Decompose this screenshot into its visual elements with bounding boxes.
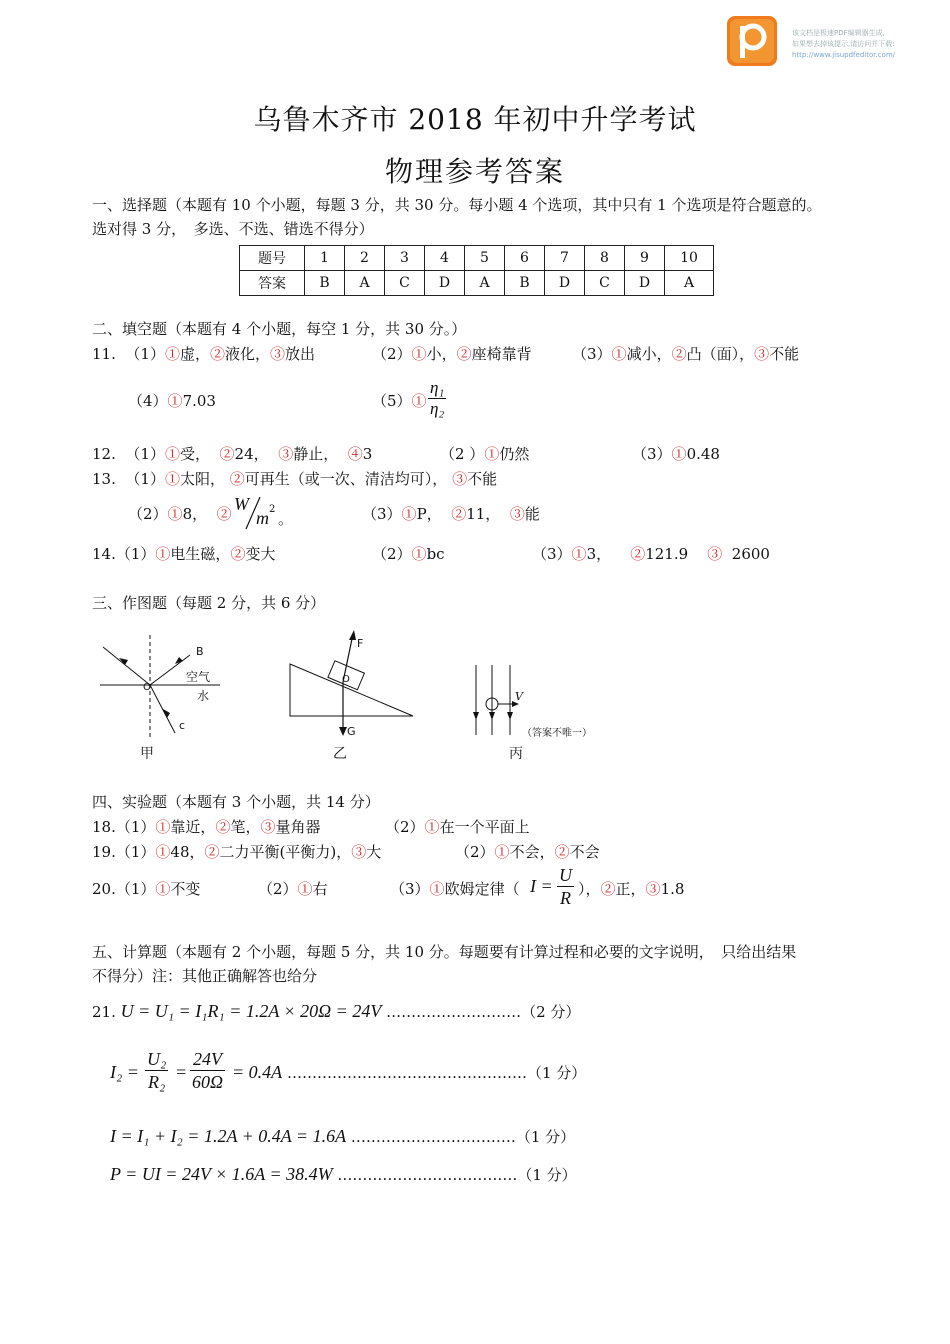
points: （1 分） (517, 1166, 577, 1184)
answer-marker: ① (429, 880, 445, 898)
answer-text: 1.8 (660, 880, 685, 898)
answer-marker: ② (204, 843, 220, 861)
eq4-line (110, 1164, 577, 1185)
answer-text: 不能 (467, 470, 498, 488)
answer-text: 8， (182, 505, 208, 523)
part-label: （1） (115, 880, 156, 898)
part-label: （5） (372, 392, 412, 410)
question-number: 19. (92, 843, 116, 861)
table-cell: 6 (505, 246, 545, 271)
answer-text: 大 (366, 843, 382, 861)
q13-part1 (92, 468, 497, 489)
answer-marker: ④ (347, 445, 363, 463)
table-row-numbers (240, 246, 714, 271)
equation: I = I₁ + I₂ = 1.2A + 0.4A = 1.6A (110, 1126, 347, 1146)
sec4-header: 四、实验题（本题有 3 个小题，共 14 分） (92, 793, 380, 811)
eq2-fraction1 (145, 1048, 168, 1093)
answer-marker: ③ (351, 843, 367, 861)
answer-text: 48， (170, 843, 205, 861)
answer-marker: ② (215, 818, 231, 836)
q14-part1 (92, 543, 275, 564)
unit-w: W (234, 494, 249, 514)
answer-text: 变大 (245, 545, 276, 563)
q13-part2 (128, 503, 232, 524)
part-label: （1） (115, 545, 156, 563)
answer-marker: ② (554, 843, 570, 861)
table-cell: 2 (345, 246, 385, 271)
part-label: （3） (362, 505, 402, 523)
ohm-lhs: I = (530, 876, 553, 896)
answer-text: 笔， (230, 818, 261, 836)
fraction-denominator: 60Ω (192, 1072, 224, 1092)
answer-marker: ① (164, 345, 180, 363)
answer-marker: ③ (707, 545, 723, 563)
label-water: 水 (197, 689, 210, 703)
fraction-numerator: U₂ (147, 1049, 167, 1069)
part-label: （1） (115, 818, 156, 836)
eq1-line (92, 1001, 580, 1022)
part-label: （1） (125, 470, 165, 488)
equation-lhs: I₂ = (110, 1062, 139, 1082)
label-g: G (347, 725, 356, 738)
answer-text: 二力平衡(平衡力)， (219, 843, 352, 861)
answer-marker: ① (411, 345, 427, 363)
part-label: （1） (125, 445, 165, 463)
eta-fraction (428, 378, 446, 419)
answer-marker: ③ (270, 345, 286, 363)
answer-marker: ① (155, 843, 171, 861)
part-label: （1） (115, 843, 156, 861)
equals-sign: = (175, 1062, 188, 1082)
watermark-line: 如果想去掉该提示,请访问并下载: (792, 40, 895, 48)
figure-caption: 乙 (333, 746, 347, 762)
part-label: （3） (632, 445, 672, 463)
label-air: 空气 (186, 670, 211, 684)
unit-w-per-m2 (232, 494, 294, 530)
leader-dots: ……………………………… (337, 1166, 518, 1184)
leader-dots: …………………………… (350, 1128, 516, 1146)
answer-text: P， (416, 505, 442, 523)
part-label: （2） (258, 880, 298, 898)
answer-marker: ② (456, 345, 472, 363)
answer-text: 静止， (293, 445, 339, 463)
answer-text: 121.9 (645, 545, 689, 563)
table-cell: 1 (305, 246, 345, 271)
answer-text: 7.03 (182, 392, 216, 410)
q18-part2 (385, 816, 530, 837)
answer-text: 小， (426, 345, 457, 363)
part-label: （2） (128, 505, 168, 523)
watermark-line: 该文档是极速PDF编辑器生成, (792, 29, 885, 37)
fraction-numerator: 24V (190, 1048, 225, 1071)
answer-marker: ① (484, 445, 500, 463)
table-head-cell: 答案 (240, 271, 305, 296)
figure-caption: 丙 (509, 746, 523, 762)
table-head-cell: 题号 (240, 246, 305, 271)
answer-marker: ① (155, 545, 171, 563)
answer-text: 0.48 (686, 445, 720, 463)
answer-marker: ① (611, 345, 627, 363)
q11-part2 (372, 343, 532, 364)
q13-part3 (362, 503, 540, 524)
answer-marker: ② (230, 545, 246, 563)
answer-text: 正， (615, 880, 646, 898)
fraction-denominator: R (560, 888, 571, 908)
answer-text: 凸（面）， (686, 345, 755, 363)
answer-marker: ③ (260, 818, 276, 836)
eq2-fraction2 (190, 1048, 225, 1093)
answer-marker: ① (164, 470, 180, 488)
figure-caption: 甲 (140, 746, 154, 762)
sec5-header-line2: 不得分）注：其他正确解答也给分 (92, 967, 318, 985)
q11-part4 (128, 390, 216, 411)
question-number: 14. (92, 545, 116, 563)
answer-text: 量角器 (275, 818, 321, 836)
table-cell: C (385, 271, 425, 296)
answer-marker: ② (229, 470, 245, 488)
answer-text: 座椅靠背 (471, 345, 532, 363)
part-label: （3） (572, 345, 612, 363)
answer-marker: ② (671, 345, 687, 363)
answer-marker: ① (424, 818, 440, 836)
answer-marker: ① (494, 843, 510, 861)
q20-part1 (92, 878, 200, 899)
answer-marker: ① (155, 818, 171, 836)
table-cell: 8 (585, 246, 625, 271)
answer-marker: ② (219, 445, 235, 463)
equation: U = U₁ = I₁R₁ = 1.2A × 20Ω = 24V (120, 1001, 382, 1021)
answer-text: 3 (362, 445, 373, 463)
part-label: （2） (455, 843, 495, 861)
unit-exponent: 2 (269, 504, 276, 515)
answer-text: 3， (586, 545, 612, 563)
answer-text: ）， (578, 880, 601, 898)
part-label: （2） (385, 818, 425, 836)
table-cell: 5 (465, 246, 505, 271)
question-number: 12. (92, 445, 116, 463)
answer-marker: ① (411, 545, 427, 563)
answer-marker: ③ (278, 445, 294, 463)
question-number: 18. (92, 818, 116, 836)
answer-marker: ② (630, 545, 646, 563)
answer-table (239, 245, 714, 296)
watermark-text (792, 28, 895, 61)
q20-part2 (258, 878, 328, 899)
answer-text: 可再生（或一次、清洁均可）， (244, 470, 448, 488)
answer-marker: ③ (645, 880, 661, 898)
answer-text: 不会 (569, 843, 600, 861)
table-cell: B (505, 271, 545, 296)
answer-text: 在一个平面上 (439, 818, 530, 836)
points: （1 分） (515, 1128, 576, 1146)
equation: P = UI = 24V × 1.6A = 38.4W (110, 1164, 333, 1184)
logo-p-icon (727, 16, 777, 66)
q12-part2 (440, 443, 529, 464)
q11-part5 (372, 390, 427, 411)
question-number: 21. (92, 1003, 116, 1021)
fraction-numerator: U (559, 865, 572, 885)
answer-marker: ② (451, 505, 467, 523)
page-title: 乌鲁木齐市 2018 年初中升学考试 (253, 103, 697, 136)
answer-marker: ① (167, 505, 183, 523)
sec1-header-line1: 一、选择题（本题有 10 个小题，每题 3 分，共 30 分。每小题 4 个选项，其中只有 1 个选项是符合题意的。 (92, 196, 822, 214)
q20-part3 (390, 878, 520, 899)
table-cell: 10 (665, 246, 714, 271)
points: （2 分） (521, 1003, 581, 1021)
table-cell: D (545, 271, 585, 296)
label-f: F (357, 637, 364, 650)
part-label: （2 ） (440, 445, 485, 463)
sec1-header-line2: 选对得 3 分， 多选、不选、错选不得分） (92, 220, 374, 238)
ohm-fraction (557, 864, 574, 909)
answer-marker: ③ (509, 505, 525, 523)
answer-text: 液化， (225, 345, 271, 363)
answer-text: 24， (234, 445, 269, 463)
table-cell: B (305, 271, 345, 296)
answer-text: 不能 (769, 345, 800, 363)
answer-marker: ① (297, 880, 313, 898)
fraction-denominator: η₂ (430, 399, 445, 418)
table-row-answers (240, 271, 714, 296)
table-cell: C (585, 271, 625, 296)
leader-dots: ………………………………………… (286, 1064, 527, 1082)
label-b: B (196, 645, 204, 658)
answer-text: 仍然 (499, 445, 530, 463)
question-number: 11. (92, 345, 116, 363)
q14-part3 (532, 543, 770, 564)
question-number: 13. (92, 470, 116, 488)
q19-part1 (92, 841, 381, 862)
table-cell: 4 (425, 246, 465, 271)
table-cell: A (345, 271, 385, 296)
unit-m: m (256, 508, 269, 528)
sec5-header-line1: 五、计算题（本题有 2 个小题，每题 5 分，共 10 分。每题要有计算过程和必要的文字说明， 只给出结果 (92, 943, 797, 961)
points: （1 分） (526, 1064, 587, 1082)
q12-part3 (632, 443, 720, 464)
answer-marker: ① (155, 880, 171, 898)
answer-marker: ① (164, 445, 180, 463)
label-o: O (342, 674, 350, 685)
part-label: （3） (390, 880, 430, 898)
answer-text: 受， (179, 445, 210, 463)
table-cell: 9 (625, 246, 665, 271)
answer-marker: ② (216, 505, 232, 523)
part-label: （2） (372, 345, 412, 363)
table-cell: 3 (385, 246, 425, 271)
equation-rhs: = 0.4A (232, 1062, 283, 1082)
table-cell: A (665, 271, 714, 296)
watermark-url[interactable]: http://www.jisupdfeditor.com/ (792, 51, 896, 59)
q14-part2 (372, 543, 445, 564)
answer-marker: ③ (754, 345, 770, 363)
page-subtitle: 物理参考答案 (384, 155, 565, 188)
pdf-editor-logo (727, 16, 777, 66)
q20-part3-end (578, 878, 684, 899)
label-c: c (179, 719, 186, 732)
label-o: O (143, 682, 151, 693)
answer-text: 靠近， (170, 818, 216, 836)
answer-text: 电生磁， (170, 545, 231, 563)
answer-marker: ① (571, 545, 587, 563)
answer-text: 不会， (509, 843, 555, 861)
answer-text: 11， (466, 505, 501, 523)
q11-part3 (572, 343, 799, 364)
label-v: V (515, 690, 523, 703)
period: 。 (278, 510, 294, 528)
part-label: （3） (532, 545, 572, 563)
eq2-rhs (232, 1062, 586, 1083)
answer-marker: ② (600, 880, 616, 898)
answer-text: 右 (312, 880, 328, 898)
part-label: （1） (125, 345, 165, 363)
q19-part2 (455, 841, 600, 862)
sec2-header: 二、填空题（本题有 4 个小题，每空 1 分，共 30 分。） (92, 320, 467, 338)
answer-marker: ① (411, 392, 427, 410)
q18-part1 (92, 816, 321, 837)
figure-note: （答案不唯一） (522, 728, 592, 739)
fraction-denominator: R₂ (148, 1072, 166, 1092)
answer-text: 太阳， (179, 470, 225, 488)
question-number: 20. (92, 880, 116, 898)
answer-marker: ① (167, 392, 183, 410)
table-cell: D (625, 271, 665, 296)
answer-text: 欧姆定律（ (444, 880, 520, 898)
answer-text: 虚， (179, 345, 210, 363)
q11-line1 (92, 343, 315, 364)
answer-text: 不变 (170, 880, 201, 898)
table-cell: D (425, 271, 465, 296)
eq3-line (110, 1126, 575, 1147)
answer-text: 2600 (731, 545, 770, 563)
answer-text: 减小， (626, 345, 672, 363)
leader-dots: ……………………… (386, 1003, 522, 1021)
answer-marker: ① (401, 505, 417, 523)
sec3-header: 三、作图题（每题 2 分，共 6 分） (92, 594, 326, 612)
answer-marker: ② (209, 345, 225, 363)
part-label: （2） (372, 545, 412, 563)
answer-text: bc (426, 545, 445, 563)
q12-part1 (92, 443, 372, 464)
table-cell: A (465, 271, 505, 296)
part-label: （4） (128, 392, 168, 410)
answer-text: 放出 (285, 345, 316, 363)
answer-marker: ① (671, 445, 687, 463)
answer-text: 能 (524, 505, 540, 523)
answer-marker: ③ (452, 470, 468, 488)
fraction-numerator: η₁ (430, 378, 445, 397)
table-cell: 7 (545, 246, 585, 271)
